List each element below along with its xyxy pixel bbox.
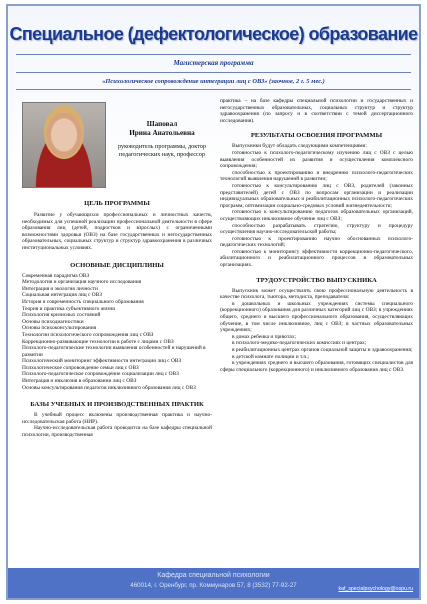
- list-item: Основы консультирования педагогов инклюзивного образования лиц с ОВЗ: [22, 384, 196, 391]
- goal-text: Развитие у обучающихся профессиональных и личностных качеств, необходимых для успешной реализации профессиональной деятельности в сфере образования лиц (детей, подростков и взрослых) с ограниченными возможностями здоровья (ОВЗ) на базе государственных и негосударственных образовательных, социальных структур и структур здравоохранения в различных институциональных условиях.: [22, 212, 212, 251]
- footer-email-link[interactable]: kaf_specialpsychology@ospu.ru: [338, 586, 413, 592]
- list-item: Выпускник может осуществлять свою профессиональную деятельность в качестве психолога, тьютора, методиста, преподавателя:: [220, 287, 413, 301]
- list-item: готовностью к психолого-педагогическому изучению лиц с ОВЗ с целью выявления особенностей их развития и осуществления комплексного сопровождения;: [220, 149, 413, 170]
- disciplines-list: [22, 273, 212, 392]
- list-item: в учреждениях среднего и высшего образования, готовящих специалистов для сферы специального (коррекционного) и инклюзивного образования лиц с ОВЗ.: [220, 360, 413, 373]
- title-divider: [16, 54, 411, 55]
- list-item: способностью разрабатывать стратегию, структуру и процедуру осуществления научно-исследовательской работы;: [220, 222, 413, 236]
- subtitle-divider: [16, 72, 411, 73]
- right-column: [220, 98, 413, 373]
- list-item: Технологии психологического сопровождения лиц с ОВЗ: [22, 331, 154, 338]
- list-item: в реабилитационных центрах органов социальной защиты и здравоохранения;: [232, 347, 413, 353]
- list-item: Психологическое сопровождение семьи лиц с ОВЗ: [22, 364, 139, 371]
- page: [6, 4, 421, 600]
- list-item: Интеграция и инклюзия в образовании лиц с ОВЗ: [22, 378, 137, 385]
- program-name: «Психологическое сопровождение интеграции лиц с ОВЗ» (заочное, 2 г. 5 мес.): [102, 78, 325, 85]
- person-name: Ирина Анатольевна: [129, 129, 195, 137]
- program-type: Магистерская программа: [173, 59, 254, 67]
- bases-heading: БАЗЫ УЧЕБНЫХ И ПРОИЗВОДСТВЕННЫХ ПРАКТИК: [30, 401, 204, 409]
- list-item: Методология и организация научного исследования: [22, 279, 142, 286]
- program-head: [112, 120, 212, 159]
- list-item: Теория и практика субъективного жизни: [22, 305, 116, 312]
- list-item: готовностью к проектированию научно обоснованных психолого-педагогических технологий;: [220, 235, 413, 249]
- list-item: готовностью к консультированию лиц с ОВЗ, родителей (законных представителей) детей с ОВЗ по вопросам организации и реализации индивидуальных образовательных и реабилитационных психолого-педагогических программ, оптимизации социально-средовых условий жизнедеятельности;: [220, 182, 413, 209]
- footer: [8, 568, 419, 598]
- list-item: Психолого-педагогические технологии выявления особенностей и нарушений в развитии: [22, 345, 206, 358]
- list-item: Интеграция и экология личности: [22, 285, 98, 292]
- page-title: Специальное (дефектологическое) образование: [9, 24, 418, 44]
- bases-text-2: Научно-исследовательская работа проводится на базе кафедры специальной психологии, производственная: [22, 425, 212, 439]
- footer-department: Кафедра специальной психологии: [157, 572, 270, 579]
- results-heading: РЕЗУЛЬТАТЫ ОСВОЕНИЯ ПРОГРАММЫ: [250, 132, 383, 140]
- person-role: руководитель программы, доктор педагогических наук, профессор: [118, 143, 206, 158]
- results-list: [220, 143, 413, 268]
- list-item: готовностью к консультированию педагогов образовательных организаций, осуществляющих инклюзивное обучение лиц с ОВЗ;: [220, 209, 413, 222]
- list-item: в психолого-медико-педагогических комиссиях и центрах;: [232, 340, 367, 347]
- list-item: Современная парадигма ОВЗ: [22, 272, 90, 279]
- list-item: Основы психодиагностики: [22, 318, 84, 325]
- program-divider: [16, 89, 411, 90]
- practice-text: практика – на базе кафедры специальной психологии и государственных и негосударственных образовательных, социальных структур и структур здравоохранения (по запросу и в соответствии с темой диссертационного исследования).: [220, 98, 413, 124]
- list-item: в домах ребенка и приютах;: [232, 333, 297, 340]
- disciplines-heading: ОСНОВНЫЕ ДИСЦИПЛИНЫ: [70, 261, 164, 269]
- list-item: Коррекционно-развивающие технологии в работе с лицами с ОВЗ: [22, 338, 174, 345]
- bases-text-1: В учебный процесс включены производственная практика и научно-исследовательская работа (НИР).: [22, 412, 212, 425]
- list-item: Психологический мониторинг эффективности интеграции лиц с ОВЗ: [22, 358, 182, 365]
- employment-heading: ТРУДОУСТРОЙСТВО ВЫПУСКНИКА: [256, 276, 377, 284]
- list-item: способностью к проектированию и внедрению психолого-педагогических технологий выявления нарушений в развитии;: [220, 169, 413, 183]
- person-surname: Шаповал: [146, 120, 178, 128]
- list-item: в детской комнате полиции и т.п.;: [232, 353, 310, 360]
- footer-address: 460014, г. Оренбург, пр. Коммунаров 57, 8 (3532) 77-92-27: [130, 582, 297, 589]
- list-item: Психолого-педагогическое сопровождение социализации лиц с ОВЗ: [22, 371, 179, 378]
- list-item: История и современность специального образования: [22, 298, 144, 305]
- list-item: Психология кризисных состояний: [22, 312, 101, 319]
- portrait-photo: [22, 102, 106, 188]
- list-item: готовностью к мониторингу эффективности коррекционно-педагогического, абилитационного и реабилитационного процессов в образовательных организациях.: [220, 248, 413, 269]
- employment-list: [220, 288, 413, 374]
- list-item: Выпускники будут обладать следующими компетенциями:: [232, 143, 367, 150]
- list-item: в дошкольных и школьных учреждениях системы специального (коррекционного) образования для различных категорий лиц с ОВЗ; в учреждениях общего, среднего и высшего профессионального образования, осуществляющих обучение, в том числе инклюзивное, лиц с ОВЗ; в частных образовательных учреждениях;: [220, 300, 413, 334]
- goal-heading: ЦЕЛЬ ПРОГРАММЫ: [84, 200, 150, 207]
- left-column: [22, 200, 212, 439]
- list-item: Социальная интеграция лиц с ОВЗ: [22, 292, 102, 299]
- list-item: Основы психоконсультирования: [22, 325, 97, 332]
